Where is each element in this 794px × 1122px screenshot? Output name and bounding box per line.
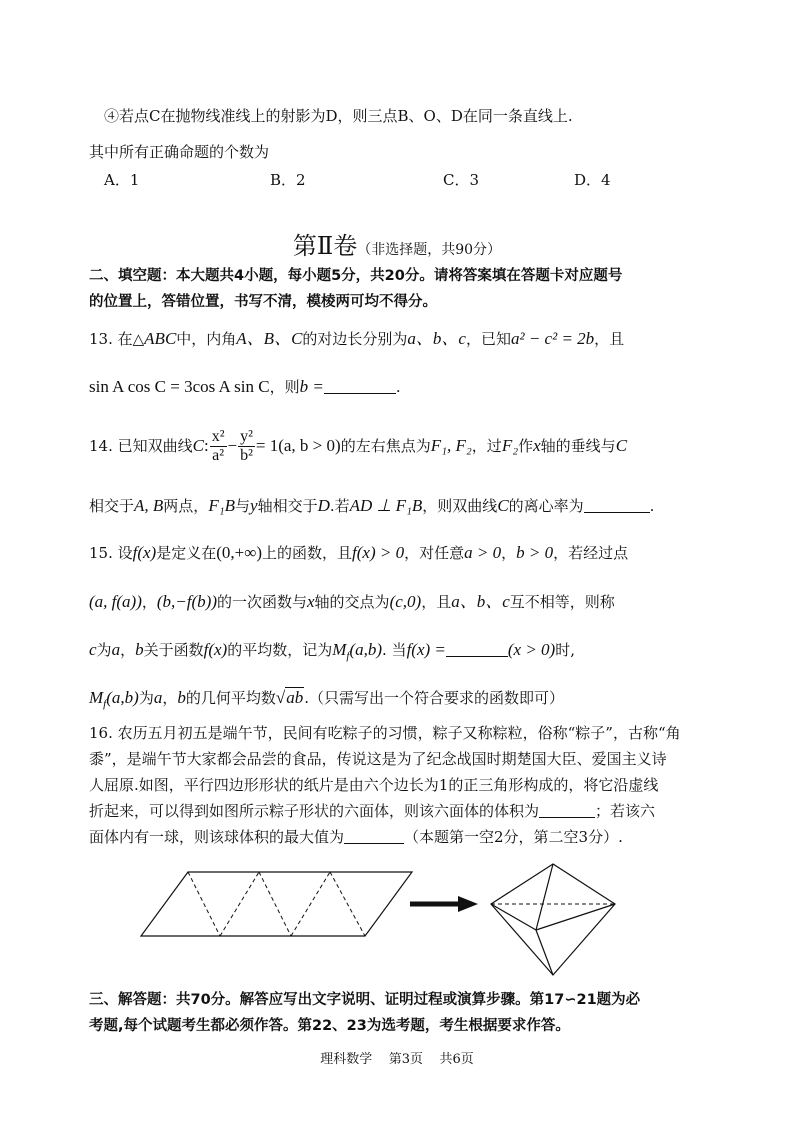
q13-condition: sin A cos C = 3cos A sin C: [89, 377, 270, 396]
q14-math: x: [533, 436, 541, 455]
q13-text: .: [395, 378, 401, 396]
section3-line1: 三、解答题：共70分。解答应写出文字说明、证明过程或演算步骤。第17∽21题为必: [89, 992, 641, 1008]
fold-line: [188, 872, 220, 936]
q14-text: .若: [329, 497, 350, 515]
q15-math: c: [89, 640, 97, 659]
q16-line5: [89, 827, 623, 847]
q16-answer-blank-1: [539, 801, 595, 818]
q15-text: 为: [96, 641, 112, 659]
q15-answer-blank: [446, 640, 508, 657]
q15-math: (b,−f(b)): [156, 592, 217, 611]
q14-math: = 1(a, b > 0): [255, 436, 341, 455]
q15-text: 的几何平均数: [185, 689, 276, 707]
q15-text: 的平均数，记为: [227, 641, 333, 659]
page-footer: 理科数学 第3页 共6页: [320, 1052, 474, 1067]
q15-math: f(x): [203, 640, 228, 659]
q15-math: a、b、c: [451, 592, 510, 611]
q15-math: (a, f(a)): [89, 592, 142, 611]
q16-text: 面体内有一球，则该球体积的最大值为: [89, 828, 345, 846]
q14-math: AD ⊥ F₁B: [349, 496, 423, 515]
q15-text: 为: [138, 689, 154, 707]
q14-text: ，则双曲线: [422, 497, 498, 515]
arrow-icon: [410, 896, 478, 912]
q14-text: 的左右焦点为: [340, 437, 431, 455]
q16-line4: [89, 801, 655, 821]
q14-math: A, B: [134, 496, 164, 515]
q12-option-b: B．2: [270, 171, 306, 189]
q16-answer-blank-2: [344, 827, 404, 844]
q15-math: a: [111, 640, 121, 659]
q14-line1: [89, 424, 627, 468]
q15-text: . 当: [382, 641, 407, 659]
q14-math: C: [615, 436, 628, 455]
q12-option-c: C．3: [443, 171, 480, 189]
q12-option-a: A．1: [104, 171, 140, 189]
section3-line2: 考题,每个试题考生都必须作答。第22、23为选考题，考生根据要求作答。: [89, 1018, 570, 1034]
q14-line2: [89, 496, 654, 516]
q15-line3: [89, 640, 575, 660]
q14-text: 14. 已知双曲线: [89, 437, 193, 455]
q15-math: a > 0: [464, 543, 502, 562]
q15-math-subscript: f: [103, 698, 107, 710]
q13-text: ，且: [594, 330, 625, 348]
q15-text: ，且: [421, 593, 452, 611]
fold-lines: [188, 872, 365, 936]
q14-text: 的离心率为: [508, 497, 584, 515]
q15-math: b: [135, 640, 144, 659]
parallelogram-net: [141, 872, 412, 936]
q15-math: b: [177, 688, 186, 707]
q14-frac-den: a²: [212, 446, 225, 464]
q15-math: M: [332, 640, 347, 659]
q14-math: F₁, F₂: [430, 436, 472, 455]
fold-line: [291, 872, 330, 936]
q12-prompt: 其中所有正确命题的个数为: [89, 143, 270, 161]
q13-math: b =: [299, 377, 324, 396]
q15-text: 15. 设: [89, 544, 133, 562]
q16-figure: [140, 860, 630, 982]
q14-frac-num: x²: [211, 427, 225, 445]
q15-text: 关于函数: [143, 641, 204, 659]
q15-math: (x > 0): [507, 640, 556, 659]
q15-text: 时,: [555, 641, 575, 659]
hexahedron-edge: [491, 904, 536, 930]
q15-line4: [89, 688, 564, 708]
q15-math-subscript: f: [346, 650, 350, 662]
q14-text: 相交于: [89, 497, 135, 515]
q13-text: 13. 在△: [89, 330, 145, 348]
q14-math: F₂: [501, 436, 519, 455]
q13-answer-blank: [324, 377, 396, 394]
q15-math: M: [89, 688, 104, 707]
q14-frac-den: b²: [240, 446, 253, 464]
q13-text: ，则: [269, 378, 300, 396]
q14-answer-blank: [584, 496, 650, 513]
q13-text: 的对边长分别为: [302, 330, 408, 348]
q14-math: D: [317, 496, 330, 515]
part2-subtitle: （非选择题，共90分）: [357, 242, 502, 258]
q15-text: 的一次函数与: [216, 593, 307, 611]
q15-math: (c,0): [389, 592, 422, 611]
q15-text: 上的函数，且: [262, 544, 353, 562]
q14-math: :: [203, 436, 209, 455]
q14-math: F₁B: [208, 496, 235, 515]
q14-text: 轴相交于: [257, 497, 318, 515]
q15-line1: [89, 543, 628, 563]
q12-statement-4: ④若点C在抛物线准线上的射影为D，则三点B、O、D在同一条直线上.: [104, 107, 573, 125]
section2-header-line1: 二、填空题：本大题共4小题，每小题5分，共20分。请将答案填在答题卡对应题号: [89, 268, 623, 284]
q14-frac-num: y²: [240, 427, 253, 445]
part2-title: 第Ⅱ卷: [292, 232, 358, 260]
q15-text: ，: [162, 689, 178, 707]
q15-math: f(x) =: [406, 640, 446, 659]
q15-text: ，: [501, 544, 517, 562]
fold-line: [259, 872, 291, 936]
q14-math: y: [250, 496, 258, 515]
q14-text: 两点，: [163, 497, 209, 515]
q14-math: C: [497, 496, 509, 515]
q14-text: ，过: [471, 437, 502, 455]
q13-text: 中，内角: [176, 330, 237, 348]
q16-text: （本题第一空2分，第二空3分）.: [404, 828, 623, 846]
q13-line1: [89, 329, 624, 349]
q15-text: 轴的交点为: [314, 593, 390, 611]
q14-text: 轴的垂线与: [540, 437, 616, 455]
q14-math: −: [227, 436, 238, 455]
q15-math: b > 0: [516, 543, 554, 562]
q15-math: f(x) > 0: [352, 543, 405, 562]
q14-fraction-y: [238, 428, 255, 465]
q13-math: A、B、C: [236, 329, 303, 348]
q14-text: 与: [235, 497, 251, 515]
q15-math: (0,+∞): [216, 543, 263, 562]
fold-line: [330, 872, 365, 936]
q15-math: (a,b): [349, 640, 383, 659]
parallelogram-outline: [141, 872, 412, 936]
q16-line3: 人屈原.如图，平行四边形形状的纸片是由六个边长为1的正三角形构成的，将它沿虚线: [89, 776, 659, 794]
q15-math: (a,b): [106, 688, 139, 707]
hexahedron-outline: [491, 864, 615, 975]
q15-text: ，: [141, 593, 157, 611]
q13-math: a、b、c: [407, 329, 466, 348]
fold-line: [220, 872, 259, 936]
q16-text: 折起来，可以得到如图所示粽子形状的六面体，则该六面体的体积为: [89, 802, 540, 820]
q12-option-d: D．4: [574, 171, 611, 189]
q14-fraction-x: [210, 428, 227, 465]
q15-math: x: [307, 592, 315, 611]
q14-text: .: [649, 497, 655, 515]
q15-line2: [89, 592, 615, 612]
q15-math: ab: [286, 688, 304, 707]
q15-text: .（只需写出一个符合要求的函数即可）: [304, 689, 564, 707]
q14-math: C: [192, 436, 204, 455]
part2-heading: [0, 226, 794, 261]
q15-text: ，若经过点: [553, 544, 629, 562]
hexahedron-figure: [491, 864, 615, 975]
q13-math: ABC: [144, 329, 177, 348]
q15-math: a: [153, 688, 163, 707]
q16-text: ；若该六: [595, 802, 656, 820]
sqrt-icon: √: [275, 688, 286, 707]
q15-text: ，对任意: [404, 544, 465, 562]
q13-equation: a² − c² = 2b: [510, 329, 595, 348]
section2-header-line2: 的位置上，答错位置，书写不清，模棱两可均不得分。: [89, 294, 437, 310]
q16-line1: 16. 农历五月初五是端午节，民间有吃粽子的习惯，粽子又称粽粒，俗称“粽子”，古称“角: [89, 724, 681, 742]
q15-math: f(x): [132, 543, 157, 562]
q13-text: ，已知: [465, 330, 511, 348]
q14-text: 作: [518, 437, 534, 455]
q15-text: ，: [120, 641, 136, 659]
hexahedron-edge: [536, 930, 553, 975]
q13-line2: [89, 377, 401, 397]
q15-text: 互不相等，则称: [509, 593, 615, 611]
q16-line2: 黍”，是端午节大家都会品尝的食品，传说这是为了纪念战国时期楚国大臣、爱国主义诗: [89, 750, 667, 768]
q15-text: 是定义在: [156, 544, 217, 562]
